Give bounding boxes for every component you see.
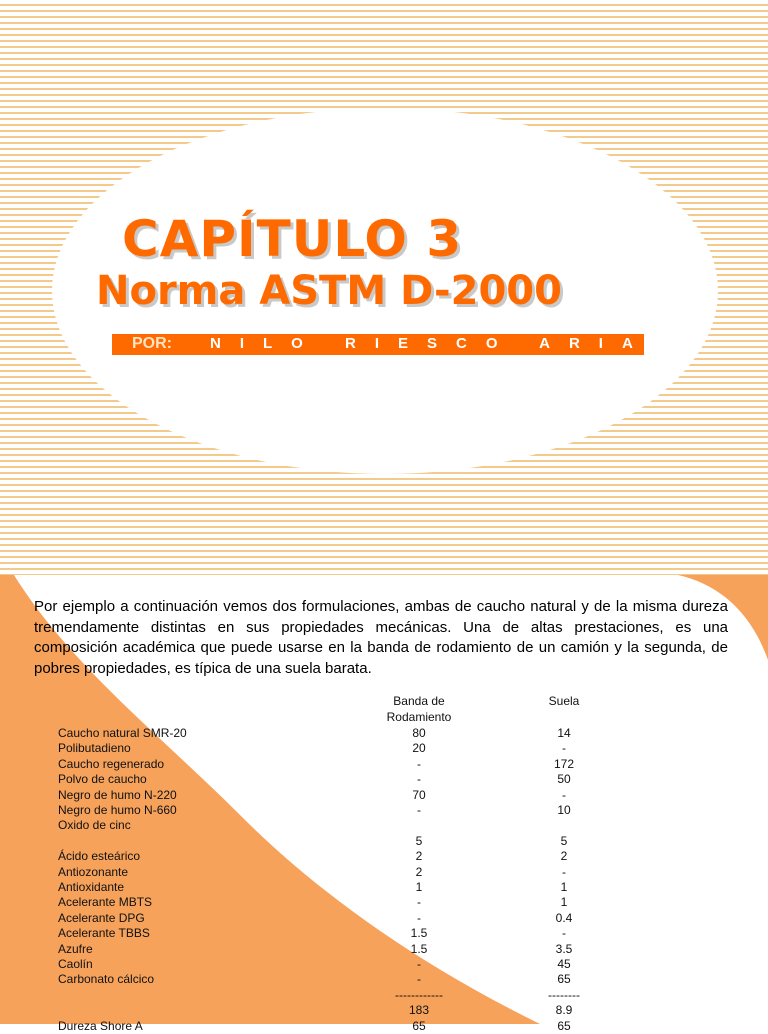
row-banda-value: - (417, 957, 421, 971)
row-banda-value: 2 (415, 864, 423, 879)
row-label: Acelerante DPG (58, 910, 145, 925)
row-banda-value: 80 (412, 726, 426, 740)
intro-paragraph: Por ejemplo a continuación vemos dos formulaciones, ambas de caucho natural y de la misma dureza tremendamente distintas en sus propiedades mecánicas. Una de altas prestaciones, es una composición académica que puede usarse en la banda de rodamiento de un camión y la segunda, de pobres propiedades, es típica de una suela barata. (34, 598, 728, 677)
author-name: NILO RIESCO ARIAS (210, 335, 681, 352)
row-label: Polibutadieno (58, 741, 131, 756)
row-suela-value: 10 (557, 803, 571, 817)
chapter-title: CAPÍTULO 3 (122, 210, 463, 268)
row-label: Negro de humo N-220 (58, 787, 177, 802)
row-suela-value: -------- (548, 987, 580, 1002)
row-banda-value: 183 (408, 1003, 430, 1018)
row-suela-value: 1 (560, 895, 568, 910)
row-banda-value: - (417, 910, 421, 925)
author-bar (112, 334, 681, 355)
row-label: Acelerante MBTS (58, 895, 153, 910)
row-banda-value: 2 (415, 849, 423, 864)
row-banda-value: - (417, 803, 421, 817)
row-banda-value: 65 (412, 1018, 426, 1033)
row-suela-value: 50 (557, 772, 571, 787)
row-label: Caolín (58, 957, 93, 971)
row-label: Carbonato cálcico (58, 972, 155, 987)
row-suela-value: - (562, 864, 566, 879)
row-label: Acelerante TBBS (58, 926, 150, 941)
row-suela-value: 2 (560, 849, 568, 864)
row-label: Oxido de cinc (58, 818, 131, 833)
chapter-subtitle: Norma ASTM D-2000 (96, 268, 562, 314)
row-banda-value: 1.5 (410, 941, 428, 956)
row-banda-value: - (417, 756, 421, 771)
row-label: Dureza Shore A (58, 1018, 143, 1033)
col-header-banda-line1: Banda de (393, 694, 445, 708)
row-suela-value: 0.4 (555, 910, 573, 925)
row-suela-value: 65 (557, 1018, 571, 1033)
row-suela-value: 45 (557, 957, 571, 971)
row-banda-value: - (417, 972, 421, 987)
row-label: Antiozonante (58, 864, 129, 879)
col-header-banda-line2: Rodamiento (386, 710, 452, 724)
row-suela-value: 8.9 (555, 1003, 573, 1018)
row-label: Ácido esteárico (58, 849, 141, 864)
row-label: Caucho regenerado (58, 756, 165, 771)
col-header-suela: Suela (548, 694, 580, 708)
row-label: Polvo de caucho (58, 772, 147, 787)
row-banda-value: 70 (412, 787, 426, 802)
row-label: Antioxidante (58, 880, 125, 894)
row-banda-value: - (417, 895, 421, 910)
row-banda-value: - (417, 772, 421, 787)
row-suela-value: 5 (560, 833, 568, 848)
row-suela-value: - (562, 926, 566, 941)
row-suela-value: 1 (560, 880, 568, 894)
row-suela-value: - (562, 741, 566, 756)
content-section (0, 575, 768, 1033)
row-label: Negro de humo N-660 (58, 803, 177, 817)
row-banda-value: 1.5 (410, 926, 428, 941)
row-banda-value: ------------ (395, 987, 443, 1002)
row-suela-value: 3.5 (555, 941, 573, 956)
row-banda-value: 20 (412, 741, 426, 756)
row-suela-value: 172 (553, 756, 575, 771)
by-label: POR: (132, 335, 172, 352)
row-banda-value: 5 (415, 833, 423, 848)
row-banda-value: 1 (415, 880, 423, 894)
row-label: Azufre (58, 941, 93, 956)
row-suela-value: 65 (557, 972, 571, 987)
row-label: Caucho natural SMR-20 (58, 726, 187, 740)
row-suela-value: - (562, 787, 566, 802)
row-suela-value: 14 (557, 726, 571, 740)
